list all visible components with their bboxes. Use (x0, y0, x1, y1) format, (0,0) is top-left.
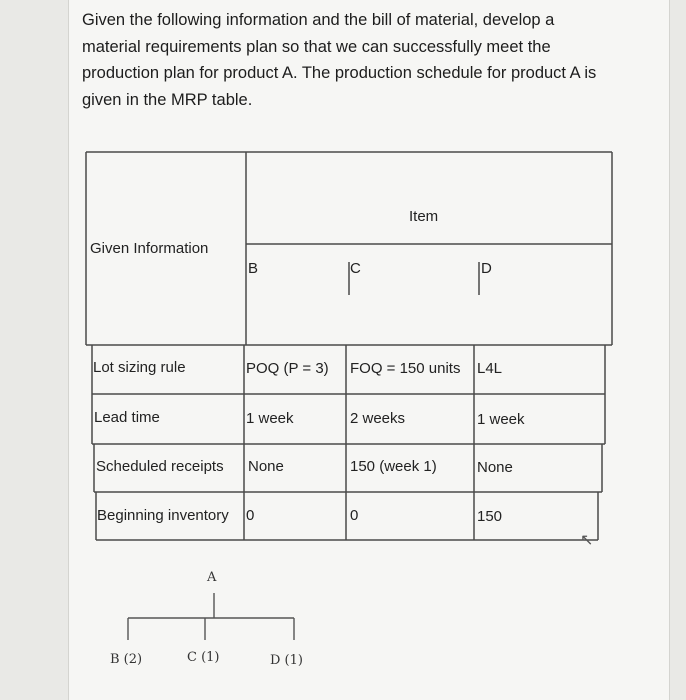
cell-lot-sizing-b: POQ (P = 3) (246, 360, 329, 377)
bom-child-c: C (1) (187, 650, 220, 665)
bom-tree (128, 593, 294, 640)
cell-scheduled-receipts-d: None (477, 459, 513, 476)
item-c: C (350, 260, 361, 277)
row-label-scheduled-receipts: Scheduled receipts (96, 458, 224, 475)
cell-beginning-inventory-d: 150 (477, 508, 503, 525)
item-d: D (481, 260, 492, 277)
cell-scheduled-receipts-b: None (248, 458, 284, 475)
cell-lead-time-d: 1 week (477, 411, 525, 428)
cell-lot-sizing-d: L4L (477, 360, 503, 377)
mouse-cursor-icon: ↖ (580, 532, 594, 549)
row-label-lead-time: Lead time (94, 409, 160, 426)
row-label-beginning-inventory: Beginning inventory (97, 507, 229, 524)
header-item: Item (409, 208, 439, 225)
cell-beginning-inventory-b: 0 (246, 507, 255, 524)
row-label-lot-sizing: Lot sizing rule (93, 359, 186, 376)
problem-line: material requirements plan so that we can successfully meet the (82, 37, 551, 56)
cell-lead-time-c: 2 weeks (350, 410, 406, 427)
cell-lead-time-b: 1 week (246, 410, 294, 427)
cell-scheduled-receipts-c: 150 (week 1) (350, 458, 437, 475)
bom-root-a: A (207, 570, 217, 585)
problem-line: given in the MRP table. (82, 90, 253, 109)
bom-child-d: D (1) (270, 653, 303, 668)
cell-beginning-inventory-c: 0 (350, 507, 359, 524)
problem-line: Given the following information and the bill of material, develop a (82, 11, 555, 29)
bom-child-b: B (2) (110, 652, 143, 667)
item-b: B (248, 260, 259, 277)
header-given-information: Given Information (90, 240, 209, 257)
cell-lot-sizing-c: FOQ = 150 units (350, 360, 461, 377)
problem-line: production plan for product A. The production schedule for product A is (82, 64, 597, 82)
